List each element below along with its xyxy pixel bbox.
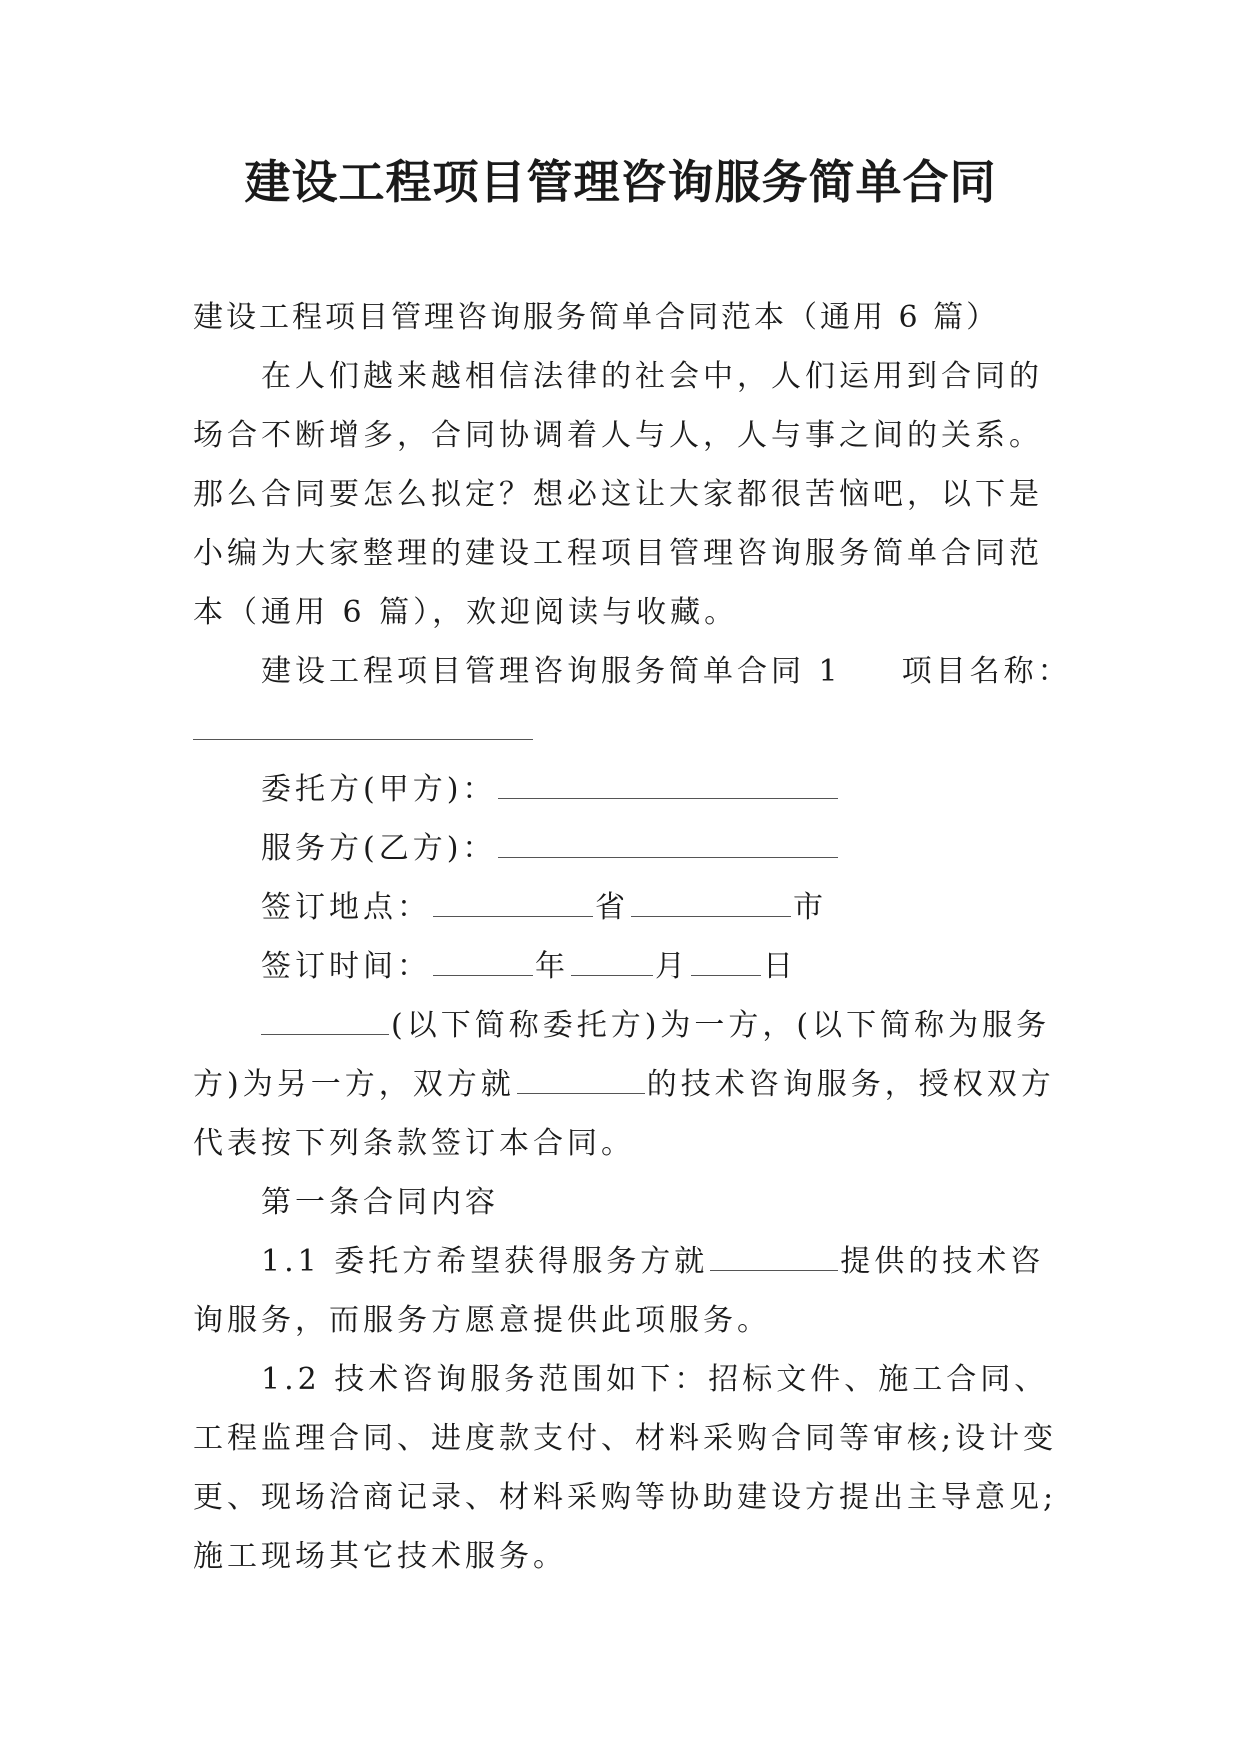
provider-label: 服务方(乙方)： xyxy=(261,831,497,866)
day-label: 日 xyxy=(763,949,797,984)
clause-1-1-blank xyxy=(710,1236,838,1271)
city-label: 市 xyxy=(793,890,827,925)
clause-1-2: 1.2 技术咨询服务范围如下：招标文件、施工合同、工程监理合同、进度款支付、材料采购合同等审核;设计变更、现场洽商记录、材料采购等协助建设方提出主导意见;施工现场其它技术服务。 xyxy=(193,1362,1058,1574)
month-blank xyxy=(571,941,653,976)
document-body xyxy=(193,288,1072,1586)
province-blank xyxy=(433,882,593,917)
clause-1-1-part2: 提供的技术咨询服务，而服务方愿意提供此项服务。 xyxy=(193,1244,1045,1338)
contract-heading-line xyxy=(193,642,1072,701)
year-blank xyxy=(433,941,533,976)
sign-place-line xyxy=(193,878,1061,937)
provider-blank xyxy=(498,823,838,858)
clause-1-1 xyxy=(193,1232,1061,1350)
day-blank xyxy=(691,941,761,976)
parties-text-2: 的技术咨询服务，授权双方代表按下列条款签订本合同。 xyxy=(193,1067,1055,1161)
clause-1-1-part1: 1.1 委托方希望获得服务方就 xyxy=(261,1244,709,1279)
client-blank xyxy=(498,764,838,799)
provider-line xyxy=(193,819,1061,878)
party-a-blank xyxy=(261,1000,389,1035)
sign-time-label: 签订时间： xyxy=(261,949,431,984)
document-subtitle: 建设工程项目管理咨询服务简单合同范本（通用 6 篇） xyxy=(193,300,1000,335)
sign-time-line xyxy=(193,937,1061,996)
document-title: 建设工程项目管理咨询服务简单合同 xyxy=(244,155,997,209)
contract-heading: 建设工程项目管理咨询服务简单合同 1 xyxy=(261,654,842,689)
client-line xyxy=(193,760,1061,819)
project-name-label: 项目名称： xyxy=(901,654,1072,689)
project-name-blank-line xyxy=(193,701,1061,760)
year-label: 年 xyxy=(535,949,569,984)
article1-heading: 第一条合同内容 xyxy=(261,1185,499,1220)
parties-text-1: (以下简称委托方)为一方，(以下简称为服务方)为另一方，双方就 xyxy=(193,1008,1051,1102)
client-label: 委托方(甲方)： xyxy=(261,772,497,807)
sign-place-label: 签订地点： xyxy=(261,890,431,925)
province-label: 省 xyxy=(595,890,629,925)
month-label: 月 xyxy=(655,949,689,984)
project-name-blank xyxy=(193,705,533,740)
city-blank xyxy=(631,882,791,917)
project-blank xyxy=(517,1059,645,1094)
intro-paragraph: 在人们越来越相信法律的社会中，人们运用到合同的场合不断增多，合同协调着人与人，人与事之间的关系。那么合同要怎么拟定？想必这让大家都很苦恼吧，以下是小编为大家整理的建设工程项目管理咨询服务简单合同范本（通用 6 篇），欢迎阅读与收藏。 xyxy=(193,359,1043,630)
parties-paragraph xyxy=(193,996,1061,1173)
